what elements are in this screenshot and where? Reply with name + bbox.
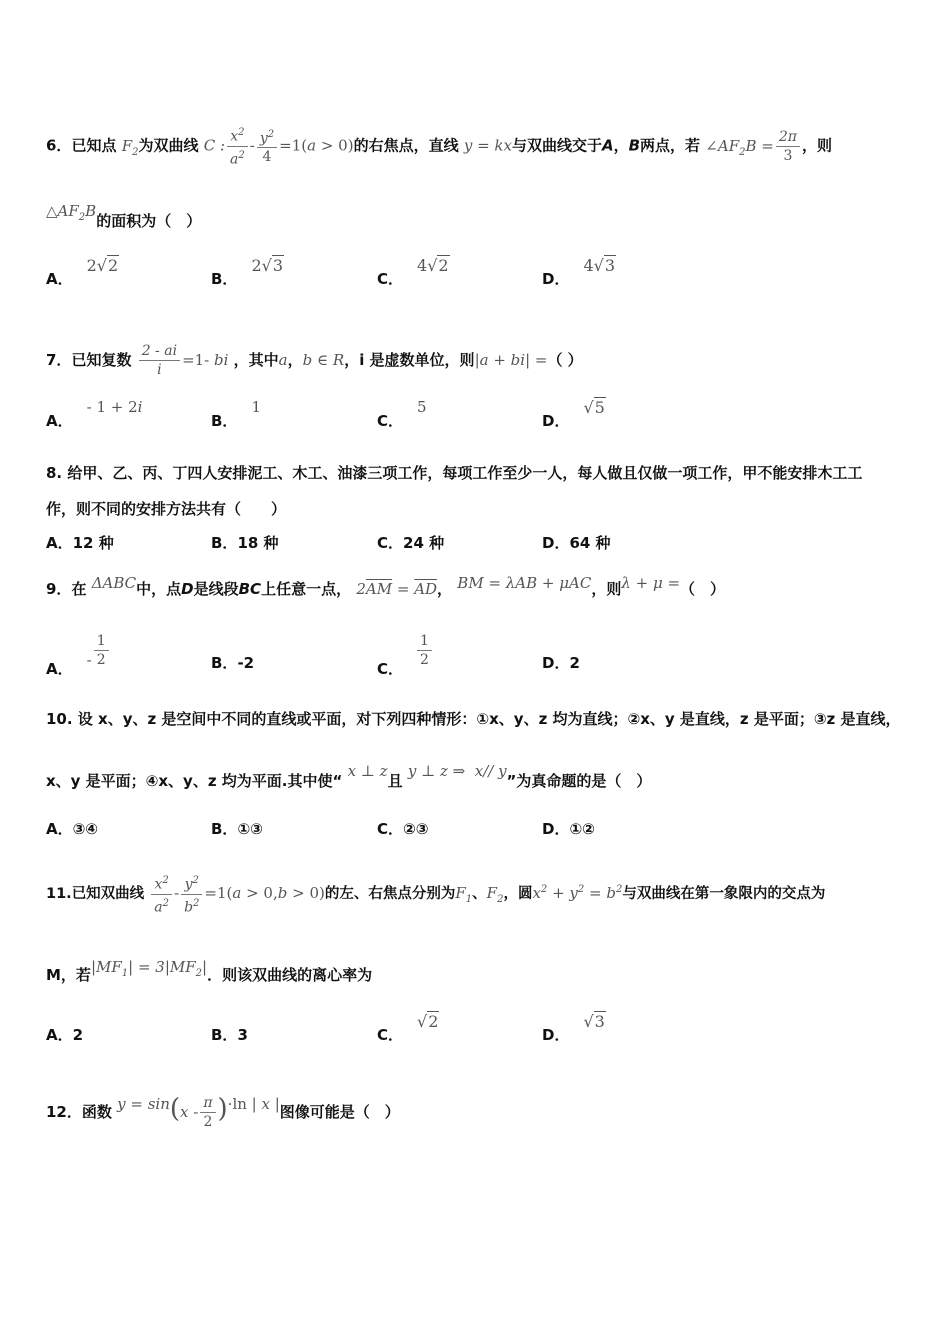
option-value: -: [86, 651, 92, 669]
q8-line1: 8. 给甲、乙、丙、丁四人安排泥工、木工、油漆三项工作，每项工作至少一人，每人做且仅做一项工作，甲不能安排木工工: [46, 464, 863, 482]
q8-line2: 作，则不同的安排方法共有（ ）: [46, 500, 287, 518]
math-frac: $\frac{1}{2}$: [417, 632, 432, 669]
q10-option-d[interactable]: [542, 818, 595, 839]
q11-text: ，圆: [503, 886, 533, 903]
q11-line1: 11.已知双曲线 $\frac{x^2}{a^2}$ - $\frac{y^2}{b^2}$ =1(a > 0,b > 0)的左、右焦点分别为$F_1$、$F_2$，圆$x^2 + y^2 = b^2$与双曲线在第一象限内的交点为: [46, 872, 825, 916]
option-value: 5: [417, 398, 427, 416]
option-label: B．: [211, 654, 238, 672]
q9-text: 是线段: [193, 580, 239, 598]
q6-text: 的右焦点，直线: [353, 136, 459, 155]
q7-line: 7．已知复数 $\frac{2 - ai}{i}$ =1- bi ，其中a，b ∈ R，i 是虚数单位，则|a + bi| =（ ）: [46, 343, 583, 378]
point-D: D: [181, 580, 194, 598]
math-frac: $\frac{y^2}{b^2}$: [181, 872, 202, 916]
q6-text: 两点，若: [640, 136, 701, 155]
math-ln: ·ln | x |: [227, 1095, 280, 1113]
math-frac: $\frac{2\pi}{3}$: [776, 128, 800, 165]
option-label: A．: [46, 270, 73, 288]
q10-line2: [46, 762, 652, 792]
q10-option-c[interactable]: [377, 818, 428, 839]
math-triangle: $\triangle AF_2B$: [46, 202, 97, 223]
option-label: A．: [46, 1026, 73, 1044]
q7-number: 7．: [46, 351, 72, 369]
q11-text: 、: [472, 886, 487, 903]
option-label: D．: [542, 412, 570, 430]
q6-option-c[interactable]: [377, 256, 450, 289]
q7-option-c[interactable]: [377, 398, 427, 431]
q11-text: M，若: [46, 966, 91, 984]
q9-number: 9．: [46, 580, 72, 598]
option-value: ①③: [237, 820, 263, 838]
math-frac: $\frac{x^2}{a^2}$: [151, 872, 172, 916]
math-angle: $\angle AF_2B$ =: [705, 136, 774, 158]
q11-option-d[interactable]: [542, 1012, 606, 1045]
q6-text: 与双曲线交于: [511, 136, 602, 155]
q10-line1: 10. 设 x、y、z 是空间中不同的直线或平面，对下列四种情形：①x、y、z 均为直线；②x、y 是直线，z 是平面；③z 是直线，: [46, 710, 901, 728]
q11-option-b[interactable]: [211, 1024, 248, 1045]
option-label: A．: [46, 412, 73, 430]
q7-text: ，i 是虚数单位，则: [344, 351, 475, 369]
q9-line: [46, 574, 726, 600]
option-value: 3: [237, 1026, 248, 1044]
q7-option-d[interactable]: [542, 398, 606, 431]
q6-line2: [46, 202, 202, 239]
option-value: - 1 + 2i: [86, 398, 143, 416]
q7-text: ，其中: [233, 351, 279, 369]
option-value: 2: [569, 654, 580, 672]
q12-line: 12．函数 y = sin(x - $\frac{\pi}{2}$ )·ln | x |图像可能是（ ）: [46, 1094, 400, 1130]
math-circle: $x^2 + y^2 = b^2$: [532, 884, 623, 903]
q8-option-a[interactable]: [46, 532, 114, 553]
option-label: A．: [46, 820, 73, 838]
option-label: D．: [542, 654, 570, 672]
option-value: 1: [251, 398, 261, 416]
q6-option-a[interactable]: [46, 256, 119, 289]
q9-text: 上任意一点，: [261, 580, 352, 598]
option-label: C．: [377, 1026, 404, 1044]
option-value: 18 种: [237, 534, 279, 552]
option-value: -2: [237, 654, 255, 672]
segment-BC: BC: [238, 580, 262, 598]
math-triangle-abc: ΔABC: [91, 574, 137, 592]
q9-option-b[interactable]: [211, 652, 254, 673]
q9-text: （ ）: [680, 580, 726, 598]
q6-text: ，: [613, 136, 629, 155]
option-value: ②③: [403, 820, 429, 838]
q7-option-a[interactable]: [46, 398, 143, 431]
option-label: B．: [211, 534, 238, 552]
option-value: 4√2: [417, 256, 449, 275]
option-label: D．: [542, 534, 570, 552]
option-value: √5: [583, 398, 605, 417]
math-function: y = sin: [117, 1095, 170, 1113]
option-value: 64 种: [569, 534, 611, 552]
q6-option-b[interactable]: [211, 256, 284, 289]
math-frac: $\frac{1}{2}$: [94, 632, 109, 669]
point-B: B: [628, 136, 641, 155]
math-vector-eq: $2\overline{AM} = \overline{AD}$: [356, 580, 438, 598]
option-label: C．: [377, 412, 404, 430]
q7-text: 已知复数: [71, 351, 132, 369]
math-perp-yz: y ⊥ z ⇒ x// y: [407, 762, 507, 780]
q7-option-b[interactable]: [211, 398, 261, 431]
q11-number: 11.: [46, 886, 72, 903]
math-hyperbola: C :: [203, 136, 226, 155]
option-label: D．: [542, 820, 570, 838]
q7-text: ，: [287, 351, 303, 369]
option-label: D．: [542, 1026, 570, 1044]
option-value: 2: [72, 1026, 84, 1044]
q11-text: ．则该双曲线的离心率为: [207, 966, 373, 984]
option-value: √2: [417, 1012, 439, 1031]
math-frac: $\frac{2 - ai}{i}$: [139, 342, 180, 379]
q6-number: 6．: [46, 136, 72, 155]
q11-option-a[interactable]: [46, 1024, 83, 1045]
option-value: 4√3: [583, 256, 616, 275]
q10-option-b[interactable]: [211, 818, 263, 839]
q9-text: 在: [71, 580, 87, 598]
math-line: y = kx: [463, 136, 512, 155]
q6-text: 已知点: [71, 136, 117, 155]
q11-text: 的左、右焦点分别为: [324, 886, 456, 903]
option-value: 2√3: [251, 256, 283, 275]
option-value: 24 种: [403, 534, 445, 552]
option-label: B．: [211, 820, 238, 838]
option-label: C．: [377, 660, 404, 678]
option-value: √3: [583, 1012, 605, 1031]
math-vector-bm: BM = λAB + μAC: [457, 574, 592, 592]
q9-option-c[interactable]: [377, 633, 434, 679]
q6-line1: 6．已知点 $F_2$为双曲线 C : $\frac{x^2}{a^2}$ - $\frac{y^2}{4}$ =1(a > 0)的右焦点，直线 y = kx与双曲线交于A，B两点，若 $\angle AF_2B$ = $\frac{2\pi}{3}$ ，则: [46, 124, 832, 168]
q8-option-b[interactable]: [211, 532, 279, 553]
q10-text: 且: [387, 772, 403, 790]
option-label: C．: [377, 270, 404, 288]
q6-text: 的面积为（ ）: [96, 212, 202, 230]
q6-text: 为双曲线: [138, 136, 199, 155]
math-F2: $F_2$: [121, 136, 139, 158]
math-eq: =1- bi: [182, 351, 229, 369]
q11-text: 与双曲线在第一象限内的交点为: [622, 886, 826, 903]
q12-text: 图像可能是（ ）: [279, 1103, 400, 1121]
option-value: ①②: [569, 820, 595, 838]
option-label: D．: [542, 270, 570, 288]
math-lambda-mu: λ + μ =: [621, 574, 681, 592]
option-value: 2√2: [86, 256, 119, 275]
q11-text: 已知双曲线: [71, 886, 145, 903]
option-label: B．: [211, 1026, 238, 1044]
math-eq: =1(a > 0): [279, 136, 354, 155]
q9-option-d[interactable]: [542, 652, 580, 673]
q12-text: 函数: [81, 1103, 112, 1121]
option-label: A．: [46, 534, 73, 552]
q9-text: ，则: [591, 580, 622, 598]
q10-text: x、y 是平面；④x、y、z 均为平面.其中使: [46, 772, 333, 790]
q8-option-c[interactable]: [377, 532, 444, 553]
q10-text: ”为真命题的是（ ）: [506, 772, 652, 790]
math-perp-xz: x ⊥ z: [347, 762, 388, 780]
q9-text: 中，点: [136, 580, 182, 598]
q12-number: 12．: [46, 1103, 82, 1121]
math-abs-mf: $|MF_1| = 3|MF_2|$: [90, 958, 208, 979]
q8-option-d[interactable]: [542, 532, 611, 553]
q6-text: ，则: [801, 136, 832, 155]
q10-text: “: [332, 772, 343, 790]
option-label: B．: [211, 270, 238, 288]
q6-option-d[interactable]: [542, 256, 616, 289]
point-A: A: [601, 136, 614, 155]
math-eq: =1(a > 0,b > 0): [204, 884, 325, 903]
option-value: ③④: [72, 820, 99, 838]
q9-option-a[interactable]: [46, 633, 111, 679]
math-abs: |a + bi| =: [474, 351, 548, 369]
option-label: C．: [377, 820, 404, 838]
option-label: C．: [377, 534, 404, 552]
math-frac: $\frac{\pi}{2}$: [200, 1094, 215, 1131]
option-value: 12 种: [72, 534, 114, 552]
option-label: B．: [211, 412, 238, 430]
q10-option-a[interactable]: [46, 818, 98, 839]
math-frac: $\frac{y^2}{4}$: [257, 126, 277, 167]
math-frac: $\frac{x^2}{a^2}$: [227, 124, 248, 168]
q11-option-c[interactable]: [377, 1012, 439, 1045]
q11-line2: [46, 958, 373, 993]
q9-text: ，: [437, 580, 453, 598]
option-label: A．: [46, 660, 73, 678]
q7-text: （ ）: [547, 351, 583, 369]
